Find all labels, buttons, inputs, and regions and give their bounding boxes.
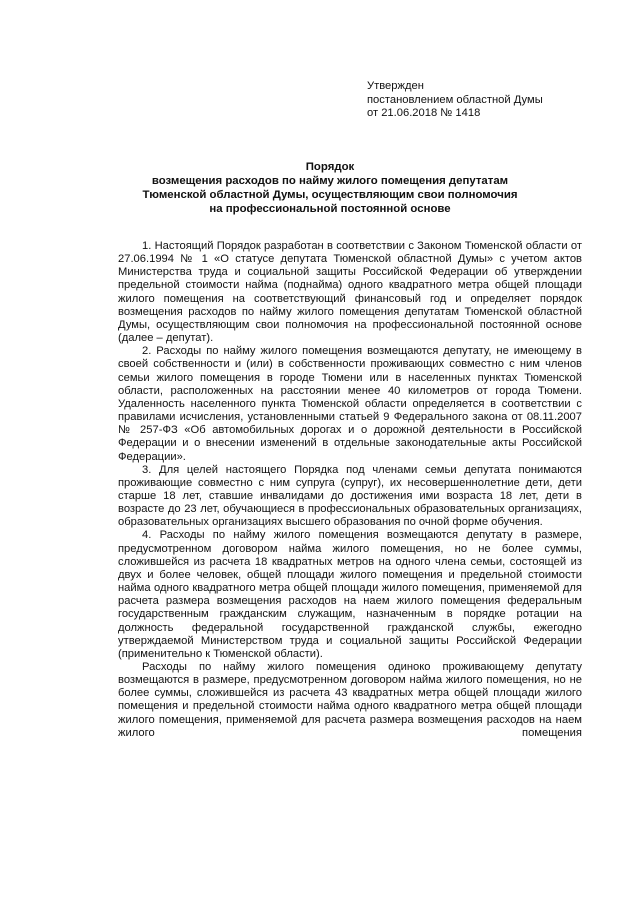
paragraph-5: Расходы по найму жилого помещения одиноко проживающему депутату возмещаются в размере, предусмотренном договором найма жилого помещения, но не более суммы, сложившейся из расчета 43 квадратных метра общей площади жилого помещения и предельной стоимости найма одного квадратного метра общей площади жилого помещения, применяемой для расчета размера возмещения расходов на наем жилого помещения xyxy=(118,661,582,739)
paragraph-1: 1. Настоящий Порядок разработан в соответствии с Законом Тюменской области от 27.06.1994 № 1 «О статусе депутата Тюменской областной Думы» с учетом актов Министерства труда и социальной защиты Российской Федерации об утверждении предельной стоимости найма (поднайма) одного квадратного метра общей площади жилого помещения на соответствующий финансовый год и определяет порядок возмещения расходов по найму жилого помещения депутатам Тюменской областной Думы, осуществляющим свои полномочия на профессиональной постоянной основе (далее – депутат). xyxy=(118,240,582,345)
title-line-4: на профессиональной постоянной основе xyxy=(209,203,451,215)
approval-line-date-number: от 21.06.2018 № 1418 xyxy=(367,107,481,119)
paragraph-3: 3. Для целей настоящего Порядка под членами семьи депутата понимаются проживающие совместно с ним супруга (супруг), их несовершеннолетние дети, дети старше 18 лет, ставшие инвалидами до достижения ими возраста 18 лет, дети в возрасте до 23 лет, обучающиеся в профессиональных образовательных организациях, образовательных организациях высшего образования по очной форме обучения. xyxy=(118,463,582,529)
title-line-1: Порядок xyxy=(305,161,355,173)
paragraph-2: 2. Расходы по найму жилого помещения возмещаются депутату, не имеющему в своей собственности и (или) в собственности проживающих совместно с ним членов семьи жилого помещения в городе Тюмени или в населенных пунктах Тюменской области, расположенных на расстоянии менее 40 километров от города Тюмени. Удаленность населенного пункта Тюменской области определяется в соответствии с правилами исчисления, установленными статьей 9 Федерального закона от 08.11.2007 № 257-ФЗ «Об автомобильных дорогах и о дорожной деятельности в Российской Федерации и о внесении изменений в отдельные законодательные акты Российской Федерации». xyxy=(118,345,582,463)
approval-line-resolution: постановлением областной Думы xyxy=(367,93,543,106)
title-line-3: Тюменской областной Думы, осуществляющим свои полномочия xyxy=(142,189,518,201)
document-title xyxy=(90,160,570,216)
approval-line-approved: Утвержден xyxy=(367,80,424,92)
document-body xyxy=(118,240,582,740)
title-line-2: возмещения расходов по найму жилого помещения депутатам xyxy=(151,175,509,187)
paragraph-4: 4. Расходы по найму жилого помещения возмещаются депутату в размере, предусмотренном договором найма жилого помещения, но не более суммы, сложившейся из расчета 18 квадратных метров на одного члена семьи, состоящей из двух и более человек, общей площади жилого помещения и предельной стоимости найма одного квадратного метра общей площади жилого помещения, применяемой для расчета размера возмещения расходов на наем жилого помещения федеральным государственным гражданским служащим, назначенным в порядке ротации на должность федеральной государственной гражданской службы, ежегодно утверждаемой Министерством труда и социальной защиты Российской Федерации (применительно к Тюменской области). xyxy=(118,529,582,660)
approval-stamp xyxy=(367,80,587,121)
